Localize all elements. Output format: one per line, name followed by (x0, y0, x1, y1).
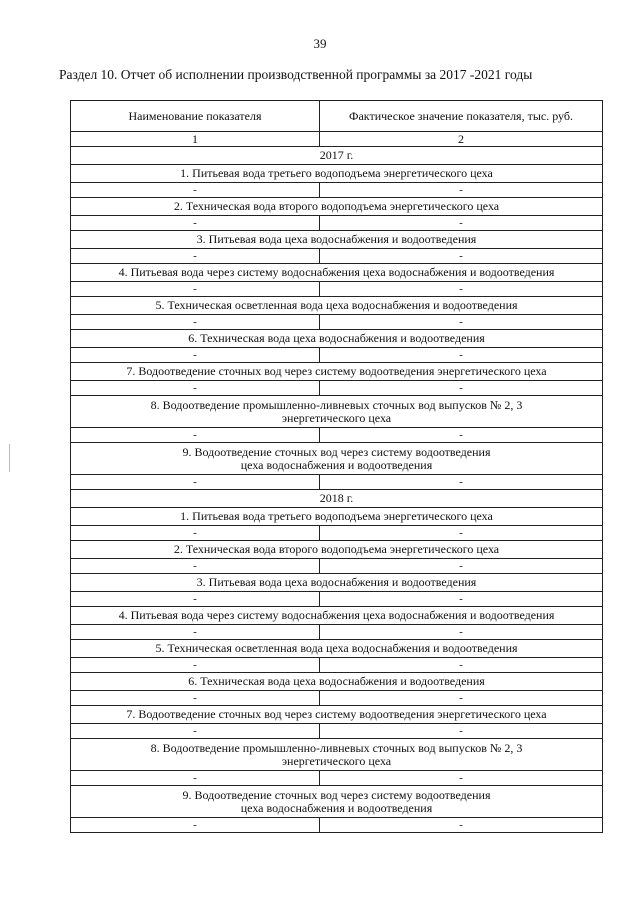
section-title: Раздел 10. Отчет об исполнении производственной программы за 2017 -2021 годы (59, 67, 533, 82)
value-col1: - (71, 348, 320, 363)
indicator-name: 6. Техническая вода цеха водоснабжения и водоотведения (188, 331, 485, 345)
value-row (71, 592, 603, 607)
indicator-row (71, 508, 603, 526)
value-row (71, 625, 603, 640)
value-col2: - (320, 691, 603, 706)
value-col2: - (320, 282, 603, 297)
indicator-name: 9. Водоотведение сточных вод через систему водоотведения (182, 787, 491, 802)
value-col1: - (71, 216, 320, 231)
indicator-name-cell (71, 640, 603, 658)
indicator-row (71, 297, 603, 315)
value-col2: - (320, 348, 603, 363)
indicator-name: 2. Техническая вода второго водоподъема энергетического цеха (173, 199, 500, 213)
indicator-name: 7. Водоотведение сточных вод через систему водоотведения энергетического цеха (126, 364, 547, 378)
indicator-name: 1. Питьевая вода третьего водоподъема энергетического цеха (180, 509, 493, 523)
column-number-2: 2 (320, 132, 603, 147)
value-col2: - (320, 315, 603, 330)
indicator-row (71, 264, 603, 282)
indicator-row (71, 739, 603, 771)
indicator-row (71, 607, 603, 625)
indicator-name: 6. Техническая вода цеха водоснабжения и водоотведения (188, 674, 485, 688)
column-number-row (71, 132, 603, 147)
year-label: 2018 г. (71, 490, 603, 508)
indicator-name-cell (71, 264, 603, 282)
value-col1: - (71, 381, 320, 396)
header-indicator-name: Наименование показателя (71, 101, 320, 132)
value-row (71, 183, 603, 198)
margin-mark (9, 444, 10, 472)
indicator-name-line2: цеха водоснабжения и водоотведения (240, 800, 433, 815)
indicator-name-cell (71, 165, 603, 183)
indicator-name-cell (71, 786, 603, 818)
indicator-name: 8. Водоотведение промышленно-ливневых сточных вод выпусков № 2, 3 (150, 397, 523, 412)
value-row (71, 526, 603, 541)
indicator-row (71, 443, 603, 475)
indicator-name-cell (71, 673, 603, 691)
value-row (71, 249, 603, 264)
value-col1: - (71, 658, 320, 673)
indicator-name: 1. Питьевая вода третьего водоподъема энергетического цеха (180, 166, 493, 180)
value-col1: - (71, 818, 320, 833)
indicator-name: 3. Питьевая вода цеха водоснабжения и водоотведения (196, 575, 477, 589)
value-col1: - (71, 183, 320, 198)
indicator-row (71, 231, 603, 249)
value-col2: - (320, 526, 603, 541)
indicator-name-cell (71, 508, 603, 526)
value-col1: - (71, 526, 320, 541)
value-row (71, 559, 603, 574)
indicator-row (71, 165, 603, 183)
value-col1: - (71, 315, 320, 330)
value-col1: - (71, 625, 320, 640)
value-col2: - (320, 625, 603, 640)
indicator-name: 4. Питьевая вода через систему водоснабжения цеха водоснабжения и водоотведения (118, 265, 555, 279)
value-col1: - (71, 282, 320, 297)
indicator-row (71, 330, 603, 348)
value-row (71, 475, 603, 490)
value-col2: - (320, 592, 603, 607)
indicator-row (71, 640, 603, 658)
indicator-row (71, 673, 603, 691)
value-col1: - (71, 249, 320, 264)
value-col1: - (71, 724, 320, 739)
page-number: 39 (313, 36, 327, 51)
indicator-name-cell (71, 297, 603, 315)
indicator-row (71, 198, 603, 216)
indicator-name-line2: энергетического цеха (281, 753, 392, 768)
indicator-row (71, 706, 603, 724)
indicator-name-line2: цеха водоснабжения и водоотведения (240, 457, 433, 472)
indicator-name-cell (71, 396, 603, 428)
value-row (71, 216, 603, 231)
value-row (71, 658, 603, 673)
value-row (71, 771, 603, 786)
value-row (71, 282, 603, 297)
value-row (71, 818, 603, 833)
value-col2: - (320, 249, 603, 264)
column-number-1: 1 (71, 132, 320, 147)
indicator-name-cell (71, 198, 603, 216)
indicator-name: 7. Водоотведение сточных вод через систему водоотведения энергетического цеха (126, 707, 547, 721)
value-col2: - (320, 475, 603, 490)
indicator-row (71, 396, 603, 428)
indicator-row (71, 363, 603, 381)
value-col2: - (320, 183, 603, 198)
year-row (71, 147, 603, 165)
value-col2: - (320, 724, 603, 739)
year-row (71, 490, 603, 508)
indicator-name: 5. Техническая осветленная вода цеха водоснабжения и водоотведения (155, 641, 518, 655)
indicator-row (71, 541, 603, 559)
value-col2: - (320, 658, 603, 673)
value-row (71, 381, 603, 396)
indicator-name-cell (71, 443, 603, 475)
indicator-name-cell (71, 541, 603, 559)
indicator-name: 3. Питьевая вода цеха водоснабжения и водоотведения (196, 232, 477, 246)
value-col2: - (320, 559, 603, 574)
value-col1: - (71, 691, 320, 706)
indicator-row (71, 786, 603, 818)
value-col1: - (71, 475, 320, 490)
header-row (71, 101, 603, 132)
indicator-name-cell (71, 706, 603, 724)
header-actual-value: Фактическое значение показателя, тыс. руб. (320, 101, 603, 132)
indicator-row (71, 574, 603, 592)
value-row (71, 315, 603, 330)
indicator-name: 9. Водоотведение сточных вод через систему водоотведения (182, 444, 491, 459)
value-row (71, 691, 603, 706)
value-col2: - (320, 771, 603, 786)
indicator-name-cell (71, 231, 603, 249)
indicator-name-cell (71, 739, 603, 771)
value-col1: - (71, 428, 320, 443)
indicator-name: 5. Техническая осветленная вода цеха водоснабжения и водоотведения (155, 298, 518, 312)
indicator-name-cell (71, 363, 603, 381)
indicator-name: 2. Техническая вода второго водоподъема энергетического цеха (173, 542, 500, 556)
year-label: 2017 г. (71, 147, 603, 165)
value-row (71, 428, 603, 443)
indicator-name-cell (71, 607, 603, 625)
value-col2: - (320, 381, 603, 396)
value-col2: - (320, 216, 603, 231)
report-table-body (71, 101, 603, 833)
indicator-name: 4. Питьевая вода через систему водоснабжения цеха водоснабжения и водоотведения (118, 608, 555, 622)
value-col2: - (320, 818, 603, 833)
value-col1: - (71, 559, 320, 574)
indicator-name: 8. Водоотведение промышленно-ливневых сточных вод выпусков № 2, 3 (150, 740, 523, 755)
report-table (70, 100, 603, 833)
value-col1: - (71, 771, 320, 786)
value-col1: - (71, 592, 320, 607)
indicator-name-line2: энергетического цеха (281, 410, 392, 425)
value-row (71, 724, 603, 739)
value-col2: - (320, 428, 603, 443)
indicator-name-cell (71, 330, 603, 348)
indicator-name-cell (71, 574, 603, 592)
value-row (71, 348, 603, 363)
